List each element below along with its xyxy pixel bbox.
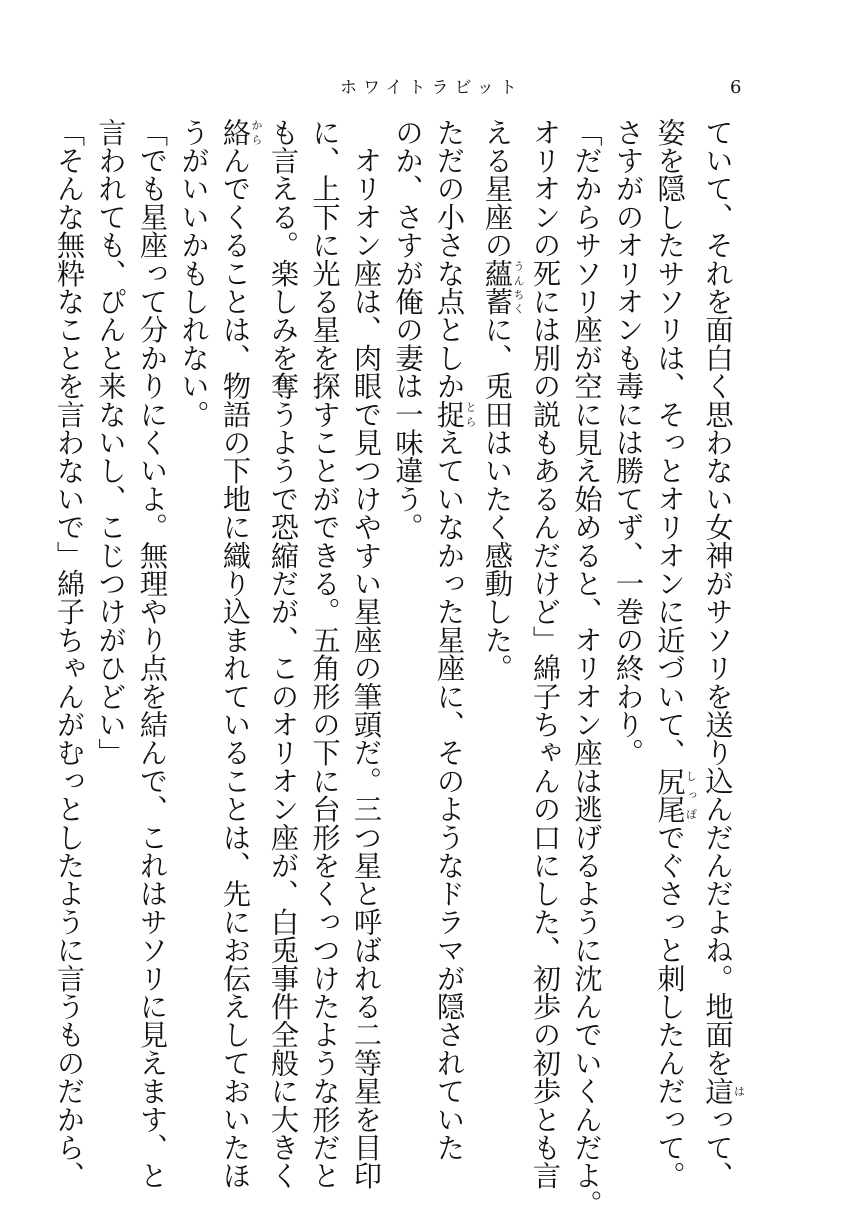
text-segment: んでくることは、物語の下地に織り込まれていることは、先にお伝えしておいたほ [219,146,252,1190]
text-segment: えていなかった星座に、そのようなドラマが隠されていた [433,428,466,1162]
ruby-unchiku [481,259,525,316]
text-segment: 姿を隠したサソリは、そっとオリオンに近づいて、 [653,118,687,767]
body-text [49,118,746,1218]
text-line-5: オリオンの死には別の説もあるんだけど」綿子ちゃんの口にした、初歩の初歩とも言 [529,118,562,1190]
text-line-16: 「そんな無粋なことを言わないで」綿子ちゃんがむっとしたように言うものだから、 [53,118,86,1190]
text-segment: でぐさっと刺したんだって。 [653,823,687,1190]
text-line-6 [477,118,525,1118]
ruby-base: 絡 [219,118,252,147]
text-line-10: に、上下に光る星を探すことができる。五角形の下に台形をくっつけたような形だと [308,118,342,1190]
page-number: 6 [730,77,742,98]
ruby-reading: うんちく [512,259,525,316]
ruby-base: 蘊蓄 [481,259,514,316]
text-line-13: うがいいかもしれない。 [177,118,211,429]
ruby-reading: から [250,118,263,147]
running-head: ホワイトラビット [340,78,523,98]
ruby-reading: しっぽ [684,766,698,823]
text-line-9: オリオン座は、肉眼で見つけやすい星座の筆頭だ。三つ星と呼ばれる二等星を目印 [350,118,383,1190]
text-line-4: 「だからサソリ座が空に見え始めると、オリオン座は逃げるように沈んでいくんだよ。 [570,118,604,1218]
text-line-15: 言われても、ぴんと来ないし、こじつけがひどい」 [94,118,128,767]
ruby-base: 尻尾 [653,766,687,824]
ruby-hau [701,1076,746,1106]
text-line-3: さすがのオリオンも毒には勝てず、一巻の終わり。 [612,118,645,767]
text-segment: える星座の [481,118,514,259]
ruby-karamu [219,118,263,147]
text-line-12 [215,118,263,1190]
text-line-14: 「でも星座って分かりにくいよ。無理やり点を結んで、これはサソリに見えます、と [136,118,169,1190]
ruby-base: 這 [701,1076,735,1106]
text-segment: って、 [701,1105,735,1190]
text-line-1 [697,118,746,1190]
text-segment: に、兎田はいたく感動した。 [481,315,514,683]
text-segment: ただの小さな点としか [433,118,466,400]
ruby-reading: は [732,1076,746,1105]
ruby-toraeru [433,400,477,429]
text-line-8: のか、さすが俺の妻は一味違う。 [391,118,425,541]
ruby-shippo [653,766,698,824]
ruby-reading: とら [464,400,477,429]
text-line-2 [649,118,698,1190]
ruby-base: 捉 [433,400,466,429]
text-line-7 [429,118,477,1162]
text-line-11: も言える。楽しみを奪うようで恐縮だが、このオリオン座が、白兎事件全般に大きく [267,118,300,1190]
text-segment: ていて、それを面白く思わない女神がサソリを送り込んだんだよね。地面を [701,118,735,1077]
